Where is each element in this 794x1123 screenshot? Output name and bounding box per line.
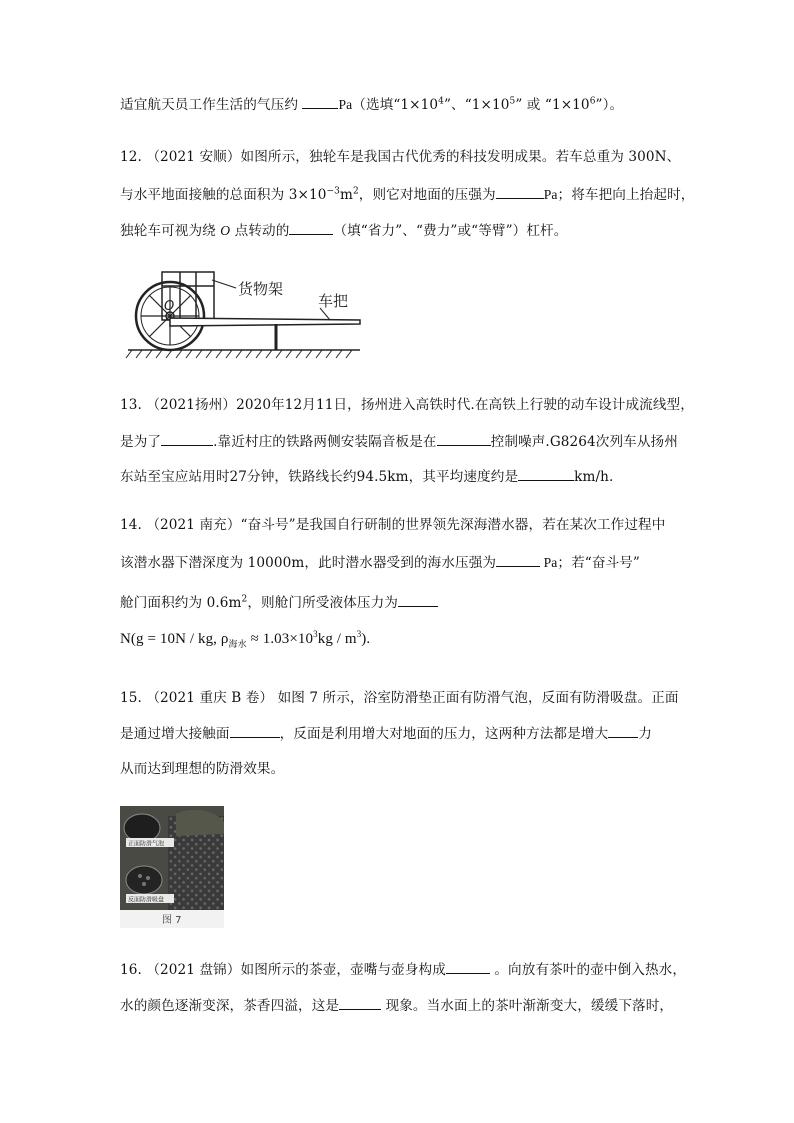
answer-blank[interactable] bbox=[161, 431, 213, 446]
q12-text: 点转动的 bbox=[230, 223, 290, 239]
pivot-label: O bbox=[164, 299, 175, 314]
q11-exp: 5 bbox=[509, 96, 516, 107]
q15-text: 是通过增大接触面 bbox=[120, 726, 230, 742]
q12-line-1: 12. （2021 安顺）如图所示，独轮车是我国古代优秀的科技发明成果。若车总重为 300N、 bbox=[120, 149, 681, 165]
ground-hatching bbox=[126, 350, 352, 358]
answer-blank[interactable] bbox=[437, 431, 491, 446]
q14-unit: Pa bbox=[540, 555, 558, 570]
answer-blank[interactable] bbox=[446, 959, 490, 974]
q12-line-3 bbox=[120, 220, 567, 241]
q13-line-1: 13. （2021扬州）2020年12月11日，扬州进入高铁时代.在高铁上行驶的动车设计成流线型， bbox=[120, 397, 694, 413]
q14-formula bbox=[120, 629, 370, 649]
formula-text: ≈ 1.03×10 bbox=[246, 631, 314, 647]
q12-text: 与水平地面接触的总面积为 3×10 bbox=[120, 187, 327, 203]
handle-frame bbox=[170, 318, 360, 326]
q14-text: 该潜水器下潜深度为 10000m，此时潜水器受到的海水压强为 bbox=[120, 555, 497, 571]
q14-text: ；若“奋斗号” bbox=[557, 555, 640, 571]
q12-text: ；将车把向上抬起时， bbox=[557, 187, 695, 203]
q15-line-3: 从而达到理想的防滑效果。 bbox=[120, 761, 285, 777]
q12-point: O bbox=[220, 223, 231, 238]
answer-blank[interactable] bbox=[302, 94, 338, 109]
answer-blank[interactable] bbox=[496, 552, 540, 567]
q11-exp: 6 bbox=[589, 96, 596, 107]
formula-text: N(g = 10N / kg, ρ bbox=[120, 631, 229, 647]
answer-blank[interactable] bbox=[339, 995, 381, 1010]
q13-line-3 bbox=[120, 466, 613, 487]
q12-text: 独轮车可视为绕 bbox=[120, 223, 221, 239]
q16-text: 。向放有茶叶的壶中倒入热水， bbox=[489, 962, 687, 978]
q15-line-1: 15. （2021 重庆 B 卷） 如图 7 所示，浴室防滑垫正面有防滑气泡，反面有防滑吸盘。正面 bbox=[120, 690, 679, 706]
q12-unit: m bbox=[339, 187, 353, 203]
q11-choices: ” 或 “1×10 bbox=[515, 97, 590, 113]
q13-text: km/h. bbox=[574, 469, 614, 485]
q11-choices: ”、“1×10 bbox=[443, 97, 510, 113]
formula-text: ). bbox=[361, 631, 371, 647]
answer-blank[interactable] bbox=[289, 220, 333, 235]
q14-text: 舱门面积约为 0.6m bbox=[120, 595, 242, 611]
q15-text: ，反面是利用增大对地面的压力，这两种方法都是增大 bbox=[279, 726, 609, 742]
wheel bbox=[136, 282, 204, 350]
formula-exp: 3 bbox=[356, 629, 362, 639]
q15-line-2 bbox=[120, 723, 652, 744]
q12-text: （填“省力”、“费力”或“等臂”）杠杆。 bbox=[333, 223, 568, 239]
figure-caption: 图 7 bbox=[162, 915, 182, 926]
answer-blank[interactable] bbox=[608, 723, 638, 738]
q16-text: 16. （2021 盘锦）如图所示的茶壶，壶嘴与壶身构成 bbox=[120, 962, 446, 978]
q16-text: 水的颜色逐渐变深，茶香四溢，这是 bbox=[120, 998, 340, 1014]
formula-exp: 3 bbox=[313, 629, 318, 639]
rack-leader bbox=[212, 280, 236, 288]
photo-label-back: 反面防滑吸盘 bbox=[128, 896, 165, 904]
answer-blank[interactable] bbox=[496, 184, 544, 199]
answer-blank[interactable] bbox=[398, 592, 438, 607]
q14-line-3 bbox=[120, 592, 438, 613]
q11-unit: Pa bbox=[338, 97, 353, 112]
q12-exp: −3 bbox=[326, 186, 340, 197]
q13-text: 是为了 bbox=[120, 434, 162, 450]
wheelbarrow-figure bbox=[124, 266, 364, 366]
q16-line-1 bbox=[120, 959, 686, 980]
q13-text: 控制噪声.G8264次列车从扬州 bbox=[490, 434, 678, 450]
q13-text: .靠近村庄的铁路两侧安装隔音板是在 bbox=[213, 434, 437, 450]
q12-text: ，则它对地面的压强为 bbox=[358, 187, 496, 203]
handle-label: 车把 bbox=[318, 292, 349, 310]
answer-blank[interactable] bbox=[518, 466, 574, 481]
q11-tail-line bbox=[120, 94, 623, 115]
formula-text: kg / m bbox=[317, 631, 357, 647]
q11-text: 适宜航天员工作生活的气压约 bbox=[120, 97, 303, 113]
bath-mat-photo bbox=[120, 806, 224, 928]
rack-label: 货物架 bbox=[238, 280, 284, 298]
photo-label-front: 正面防滑气泡 bbox=[128, 840, 165, 848]
answer-blank[interactable] bbox=[230, 723, 280, 738]
q16-line-2 bbox=[120, 995, 673, 1016]
q11-choices: （选填“1×10 bbox=[352, 97, 439, 113]
q12-exp: 2 bbox=[352, 186, 359, 197]
q13-line-2 bbox=[120, 431, 678, 452]
q14-line-2 bbox=[120, 552, 640, 573]
q12-unit: Pa bbox=[543, 187, 558, 202]
q11-choices: ”）。 bbox=[595, 97, 624, 113]
q11-exp: 4 bbox=[438, 96, 444, 107]
q12-line-2 bbox=[120, 184, 694, 205]
q15-text: 力 bbox=[638, 726, 652, 742]
q14-exp: 2 bbox=[241, 594, 248, 605]
q16-text: 现象。当水面上的茶叶渐渐变大，缓缓下落时， bbox=[381, 998, 674, 1014]
formula-sub: 海水 bbox=[228, 639, 247, 649]
q14-line-1: 14. （2021 南充）“奋斗号”是我国自行研制的世界领先深海潜水器，若在某次工作过程中 bbox=[120, 517, 666, 533]
q14-text: ，则舱门所受液体压力为 bbox=[247, 595, 398, 611]
q13-text: 东站至宝应站用时27分钟，铁路线长约94.5km，其平均速度约是 bbox=[120, 469, 519, 485]
